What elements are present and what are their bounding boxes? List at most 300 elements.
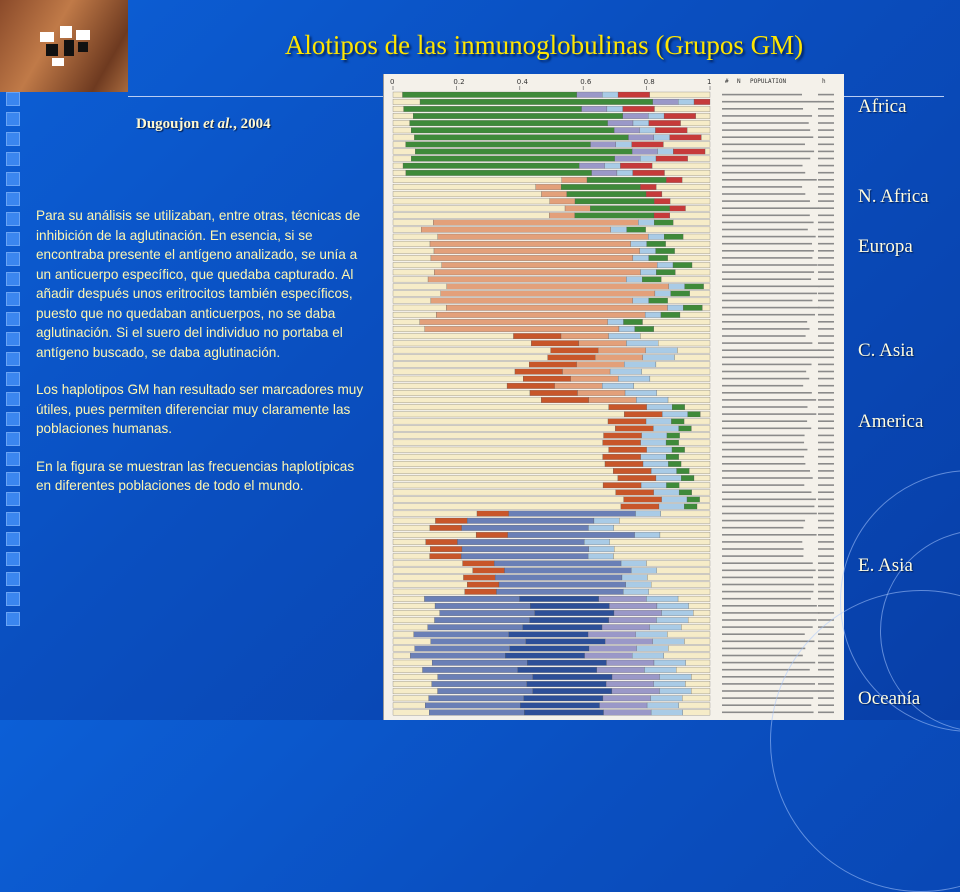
- haplotype-bar-segment: [656, 248, 675, 254]
- population-h-value: [818, 335, 834, 337]
- haplotype-bar-segment: [626, 341, 658, 347]
- population-h-value: [818, 293, 834, 295]
- population-h-value: [818, 612, 834, 614]
- haplotype-bar-segment: [435, 518, 467, 524]
- haplotype-bar-segment: [393, 426, 615, 432]
- population-row-label: [722, 307, 820, 309]
- haplotype-bar-segment: [533, 688, 612, 694]
- haplotype-bar-segment: [393, 326, 425, 332]
- haplotype-bar-segment: [635, 326, 654, 332]
- haplotype-bar-segment: [404, 106, 582, 112]
- population-row-label: [722, 470, 810, 472]
- population-row-label: [722, 527, 803, 529]
- haplotype-bar-segment: [678, 99, 694, 105]
- haplotype-bar-segment: [631, 568, 656, 574]
- haplotype-bar-segment: [563, 369, 611, 375]
- haplotype-bar-segment: [435, 617, 530, 623]
- decorative-square: [6, 472, 20, 486]
- population-row-label: [722, 619, 817, 621]
- haplotype-bar-segment: [643, 355, 675, 361]
- haplotype-bar-segment: [612, 674, 660, 680]
- decorative-square: [6, 292, 20, 306]
- haplotype-bar-segment: [635, 532, 660, 538]
- haplotype-bar-segment: [609, 617, 657, 623]
- haplotype-bar-segment: [691, 426, 710, 432]
- haplotype-bar-segment: [658, 149, 674, 155]
- haplotype-bar-segment: [579, 163, 604, 169]
- population-row-label: [722, 499, 816, 501]
- haplotype-bar-segment: [617, 170, 633, 176]
- haplotype-bar-segment: [684, 639, 710, 645]
- haplotype-bar-segment: [642, 433, 667, 439]
- haplotype-bar-segment: [393, 376, 523, 382]
- haplotype-bar-segment: [654, 326, 710, 332]
- haplotype-bar-segment: [610, 539, 710, 545]
- haplotype-bar-segment: [571, 376, 619, 382]
- population-row-label: [722, 598, 811, 600]
- population-row-label: [722, 257, 812, 259]
- haplotype-bar-segment: [656, 617, 688, 623]
- haplotype-bar-segment: [499, 582, 626, 588]
- population-row-label: [722, 491, 811, 493]
- haplotype-bar-segment: [393, 490, 616, 496]
- haplotype-bar-segment: [393, 298, 431, 304]
- haplotype-bar-segment: [428, 625, 523, 631]
- decorative-square: [6, 132, 20, 146]
- haplotype-bar-segment: [541, 397, 589, 403]
- haplotype-bar-segment: [647, 241, 666, 247]
- haplotype-bar-segment: [602, 383, 634, 389]
- haplotype-bar-segment: [530, 617, 609, 623]
- haplotype-bar-segment: [430, 554, 462, 560]
- haplotype-bar-segment: [426, 539, 458, 545]
- population-row-label: [722, 300, 812, 302]
- haplotype-bar-segment: [701, 135, 710, 141]
- decorative-square: [6, 372, 20, 386]
- haplotype-bar-segment: [425, 326, 619, 332]
- haplotype-bar-segment: [584, 539, 609, 545]
- haplotype-bar-segment: [393, 632, 414, 638]
- population-h-value: [818, 200, 834, 202]
- population-row-label: [722, 626, 813, 628]
- population-h-value: [818, 257, 834, 259]
- haplotype-bar-segment: [421, 227, 611, 233]
- haplotype-bar-segment: [393, 582, 467, 588]
- haplotype-bar-segment: [651, 696, 683, 702]
- haplotype-bar-segment: [530, 390, 578, 396]
- haplotype-bar-segment: [604, 710, 652, 716]
- haplotype-bar-segment: [589, 646, 637, 652]
- haplotype-bar-segment: [403, 92, 577, 98]
- population-h-value: [818, 172, 834, 174]
- population-row-label: [722, 506, 814, 508]
- haplotype-bar-segment: [623, 589, 648, 595]
- haplotype-bar-segment: [561, 333, 609, 339]
- haplotype-bar-segment: [393, 525, 430, 531]
- haplotype-bar-segment: [393, 504, 621, 510]
- haplotype-bar-segment: [637, 646, 669, 652]
- haplotype-bar-segment: [518, 667, 597, 673]
- haplotype-bar-segment: [632, 142, 664, 148]
- haplotype-bar-segment: [680, 312, 710, 318]
- haplotype-bar-segment: [636, 632, 668, 638]
- paragraph-haplotypes: Los haplotipos GM han resultado ser marcadores muy útiles, pues permiten diferenciar muy claramente las poblaciones humanas.: [36, 382, 364, 436]
- haplotype-bar-segment: [393, 270, 434, 276]
- haplotype-bar-segment: [668, 255, 710, 260]
- haplotype-bar-segment: [393, 639, 431, 645]
- haplotype-bar-segment: [393, 674, 438, 680]
- haplotype-bar-segment: [671, 291, 690, 297]
- population-h-value: [818, 144, 834, 146]
- haplotype-bar-segment: [432, 660, 527, 666]
- haplotype-bar-segment: [393, 291, 441, 297]
- region-label-1: Africa: [858, 96, 907, 117]
- population-row-label: [722, 463, 805, 465]
- population-row-label: [722, 484, 804, 486]
- haplotype-bar-segment: [655, 291, 671, 297]
- population-row-label: [722, 278, 811, 280]
- population-row-label: [722, 392, 812, 394]
- haplotype-bar-segment: [393, 461, 605, 467]
- haplotype-bar-segment: [663, 142, 710, 148]
- population-h-value: [818, 286, 834, 288]
- population-row-label: [722, 406, 807, 408]
- decorative-square: [6, 252, 20, 266]
- population-row-label: [722, 115, 812, 117]
- population-row-label: [722, 584, 814, 586]
- haplotype-bar-segment: [657, 390, 710, 396]
- haplotype-bar-segment: [679, 490, 692, 496]
- haplotype-bar-segment: [659, 504, 684, 510]
- haplotype-bar-segment: [626, 582, 651, 588]
- haplotype-bar-segment: [505, 653, 584, 659]
- haplotype-bar-segment: [611, 227, 627, 233]
- haplotype-bar-segment: [670, 206, 686, 212]
- population-h-value: [818, 371, 834, 373]
- population-h-value: [818, 470, 834, 472]
- haplotype-bar-segment: [681, 475, 694, 481]
- haplotype-bar-segment: [524, 710, 603, 716]
- haplotype-bar-segment: [597, 667, 645, 673]
- population-h-value: [818, 491, 834, 493]
- haplotype-bar-segment: [656, 184, 710, 190]
- haplotype-bar-segment: [393, 277, 428, 283]
- haplotype-bar-segment: [622, 575, 647, 581]
- haplotype-bar-segment: [646, 348, 678, 354]
- haplotype-bar-segment: [393, 703, 425, 709]
- haplotype-bar-segment: [565, 206, 590, 212]
- haplotype-bar-segment: [670, 199, 710, 205]
- population-h-value: [818, 463, 834, 465]
- haplotype-bar-segment: [433, 220, 638, 226]
- haplotype-bar-segment: [624, 362, 656, 368]
- haplotype-bar-segment: [432, 681, 527, 687]
- region-label-3: Europa: [858, 236, 913, 257]
- haplotype-bar-segment: [434, 270, 640, 276]
- population-row-label: [722, 186, 802, 188]
- population-row-label: [722, 364, 812, 366]
- haplotype-bar-segment: [424, 596, 519, 602]
- haplotype-bar-segment: [666, 440, 679, 446]
- population-row-label: [722, 207, 819, 209]
- haplotype-bar-segment: [442, 262, 657, 268]
- population-h-value: [818, 584, 834, 586]
- haplotype-bar-segment: [612, 688, 660, 694]
- haplotype-bar-segment: [614, 525, 710, 531]
- haplotype-bar-segment: [428, 277, 626, 283]
- population-row-label: [722, 371, 806, 373]
- population-row-label: [722, 271, 814, 273]
- haplotype-bar-segment: [393, 617, 435, 623]
- population-h-value: [818, 278, 834, 280]
- haplotype-bar-segment: [393, 333, 513, 339]
- haplotype-bar-segment: [650, 92, 710, 98]
- haplotype-bar-segment: [618, 92, 650, 98]
- population-h-value: [818, 378, 834, 380]
- haplotype-bar-segment: [575, 199, 654, 205]
- haplotype-bar-segment: [692, 490, 710, 496]
- population-h-value: [818, 449, 834, 451]
- haplotype-bar-segment: [697, 504, 710, 510]
- haplotype-bar-segment: [431, 298, 633, 304]
- haplotype-bar-segment: [393, 539, 426, 545]
- haplotype-bar-segment: [440, 610, 535, 616]
- haplotype-bar-segment: [393, 404, 609, 410]
- haplotype-bar-segment: [589, 546, 614, 552]
- population-h-value: [818, 193, 834, 195]
- population-h-value: [818, 548, 834, 550]
- haplotype-bar-segment: [393, 653, 410, 659]
- axis-tick-label: 0.4: [516, 78, 528, 86]
- haplotype-bar-segment: [607, 106, 623, 112]
- haplotype-bar-segment: [675, 355, 710, 361]
- haplotype-bar-segment: [575, 213, 654, 219]
- population-h-value: [818, 385, 834, 387]
- haplotype-bar-segment: [654, 490, 679, 496]
- haplotype-bar-segment: [687, 128, 710, 134]
- haplotype-bar-segment: [414, 135, 628, 141]
- haplotype-bar-segment: [679, 440, 710, 446]
- haplotype-bar-segment: [393, 475, 618, 481]
- haplotype-bar-segment: [661, 277, 710, 283]
- population-row-label: [722, 442, 804, 444]
- haplotype-bar-segment: [587, 177, 666, 183]
- haplotype-bar-segment: [656, 156, 688, 162]
- haplotype-bar-segment: [640, 184, 656, 190]
- population-h-value: [818, 115, 834, 117]
- haplotype-bar-segment: [654, 213, 670, 219]
- region-label-4: C. Asia: [858, 340, 914, 361]
- haplotype-bar-segment: [627, 227, 646, 233]
- haplotype-bar-segment: [588, 632, 636, 638]
- haplotype-bar-segment: [693, 610, 710, 616]
- population-h-value: [818, 222, 834, 224]
- haplotype-bar-segment: [393, 511, 477, 517]
- haplotype-bar-segment: [393, 518, 435, 524]
- haplotype-bar-segment: [641, 483, 666, 489]
- haplotype-bar-segment: [598, 348, 646, 354]
- population-row-label: [722, 222, 814, 224]
- haplotype-bar-segment: [624, 412, 662, 418]
- population-h-value: [818, 250, 834, 252]
- haplotype-bar-segment: [666, 177, 682, 183]
- haplotype-bar-segment: [692, 262, 710, 268]
- haplotype-bar-segment: [393, 227, 421, 233]
- population-row-label: [722, 577, 813, 579]
- population-h-value: [818, 477, 834, 479]
- haplotype-bar-segment: [393, 191, 541, 197]
- population-row-label: [722, 456, 804, 458]
- haplotype-bar-segment: [393, 135, 414, 141]
- haplotype-bar-segment: [683, 710, 710, 716]
- haplotype-bar-segment: [604, 433, 642, 439]
- haplotype-bar-segment: [393, 106, 404, 112]
- haplotype-bar-segment: [494, 561, 621, 567]
- header-population: POPULATION: [750, 78, 787, 85]
- paragraph-method: Para su análisis se utilizaban, entre otras, técnicas de inhibición de la aglutinación. En esencia, si se encontraba presente el antígeno analizado, se unía a un anticuerpo específico, que quedaba capturado. Al añadir después unos eritrocitos también específicos, puesto que no quedaban anticuerpos, no se daba aglutinación. Si el suero del individuo no portaba el antígeno buscado, se daba aglutinación.: [36, 208, 361, 360]
- haplotype-bar-segment: [567, 191, 646, 197]
- haplotype-bar-segment: [582, 106, 607, 112]
- population-row-label: [722, 420, 807, 422]
- haplotype-bar-segment: [664, 113, 696, 119]
- population-row-label: [722, 101, 819, 103]
- haplotype-bar-segment: [602, 625, 650, 631]
- population-h-value: [818, 151, 834, 153]
- population-row-label: [722, 413, 816, 415]
- population-h-value: [818, 179, 834, 181]
- population-row-label: [722, 236, 816, 238]
- population-row-label: [722, 548, 804, 550]
- haplotype-bar-segment: [657, 568, 710, 574]
- haplotype-bar-segment: [523, 376, 571, 382]
- haplotype-bar-segment: [393, 255, 431, 260]
- haplotype-bar-segment: [431, 639, 526, 645]
- population-row-label: [722, 562, 813, 564]
- haplotype-bar-segment: [420, 319, 608, 325]
- haplotype-bar-segment: [411, 156, 615, 162]
- haplotype-bar-segment: [661, 312, 680, 318]
- haplotype-bar-segment: [606, 681, 654, 687]
- haplotype-bar-segment: [669, 284, 685, 290]
- haplotype-bar-segment: [533, 674, 612, 680]
- haplotype-bar-segment: [609, 333, 641, 339]
- haplotype-bar-segment: [668, 298, 710, 304]
- haplotype-bar-segment: [650, 625, 682, 631]
- haplotype-bar-segment: [495, 575, 622, 581]
- haplotype-bar-segment: [671, 419, 684, 425]
- population-h-value: [818, 94, 834, 96]
- haplotype-bar-segment: [665, 170, 710, 176]
- population-h-value: [818, 165, 834, 167]
- population-row-label: [722, 477, 813, 479]
- population-row-label: [722, 229, 808, 231]
- haplotype-bar-segment: [653, 426, 678, 432]
- population-row-label: [722, 633, 805, 635]
- haplotype-bar-segment: [668, 305, 684, 311]
- population-row-label: [722, 172, 805, 174]
- haplotype-bar-segment: [600, 703, 648, 709]
- haplotype-bar-segment: [618, 475, 656, 481]
- axis-tick-label: 0.8: [643, 78, 655, 86]
- haplotype-bar-segment: [393, 568, 473, 574]
- population-h-value: [818, 328, 834, 330]
- haplotype-bar-segment: [614, 610, 662, 616]
- haplotype-bar-segment: [679, 426, 692, 432]
- population-h-value: [818, 357, 834, 359]
- haplotype-bar-segment: [646, 227, 710, 233]
- haplotype-bar-segment: [393, 284, 447, 290]
- haplotype-bar-segment: [579, 341, 627, 347]
- haplotype-bar-segment: [670, 213, 710, 219]
- haplotype-bar-segment: [640, 156, 656, 162]
- decorative-square: [6, 152, 20, 166]
- haplotype-bar-segment: [393, 575, 463, 581]
- paragraph-figure: En la figura se muestran las frecuencias haplotípicas en diferentes poblaciones de todo el mundo.: [36, 458, 355, 493]
- haplotype-bar-segment: [524, 696, 603, 702]
- haplotype-bar-segment: [504, 568, 631, 574]
- haplotype-bar-segment: [536, 184, 561, 190]
- haplotype-bar-segment: [654, 135, 670, 141]
- haplotype-bar-segment: [555, 383, 603, 389]
- haplotype-bar-segment: [654, 660, 686, 666]
- haplotype-bar-segment: [413, 113, 623, 119]
- population-row-label: [722, 648, 805, 650]
- logo-mark-icon: [38, 18, 98, 74]
- decorative-square: [6, 192, 20, 206]
- haplotype-bar-segment: [641, 440, 666, 446]
- region-label-2: N. Africa: [858, 186, 929, 207]
- population-h-value: [818, 456, 834, 458]
- haplotype-bar-segment: [673, 220, 710, 226]
- haplotype-bar-segment: [664, 234, 683, 240]
- haplotype-bar-segment: [647, 404, 672, 410]
- population-row-label: [722, 122, 809, 124]
- haplotype-bar-segment: [614, 128, 639, 134]
- haplotype-bar-segment: [696, 113, 710, 119]
- haplotype-bar-segment: [603, 696, 651, 702]
- haplotype-bar-segment: [415, 646, 510, 652]
- haplotype-bar-segment: [550, 199, 575, 205]
- haplotype-bar-segment: [609, 447, 647, 453]
- haplotype-bar-segment: [423, 667, 518, 673]
- population-row-label: [722, 129, 810, 131]
- haplotype-bar-segment: [527, 660, 606, 666]
- haplotype-bar-segment: [411, 128, 614, 134]
- haplotype-bar-segment: [577, 92, 602, 98]
- haplotype-bar-segment: [646, 561, 710, 567]
- haplotype-bar-segment: [393, 319, 420, 325]
- haplotype-bar-segment: [653, 639, 685, 645]
- haplotype-bar-segment: [410, 120, 608, 126]
- population-row-label: [722, 399, 816, 401]
- haplotype-bar-segment: [393, 468, 613, 474]
- decorative-square: [6, 112, 20, 126]
- haplotype-bar-segment: [684, 504, 697, 510]
- haplotype-bar-segment: [393, 688, 438, 694]
- haplotype-bar-segment: [602, 92, 618, 98]
- population-h-value: [818, 101, 834, 103]
- haplotype-bar-segment: [603, 454, 641, 460]
- haplotype-bar-segment: [393, 177, 562, 183]
- haplotype-bar-segment: [393, 696, 429, 702]
- population-row-label: [722, 321, 807, 323]
- haplotype-bar-segment: [527, 681, 606, 687]
- haplotype-bar-segment: [700, 412, 710, 418]
- haplotype-bar-segment: [619, 326, 635, 332]
- haplotype-bar-segment: [526, 639, 605, 645]
- haplotype-bar-segment: [477, 511, 509, 517]
- population-h-value: [818, 186, 834, 188]
